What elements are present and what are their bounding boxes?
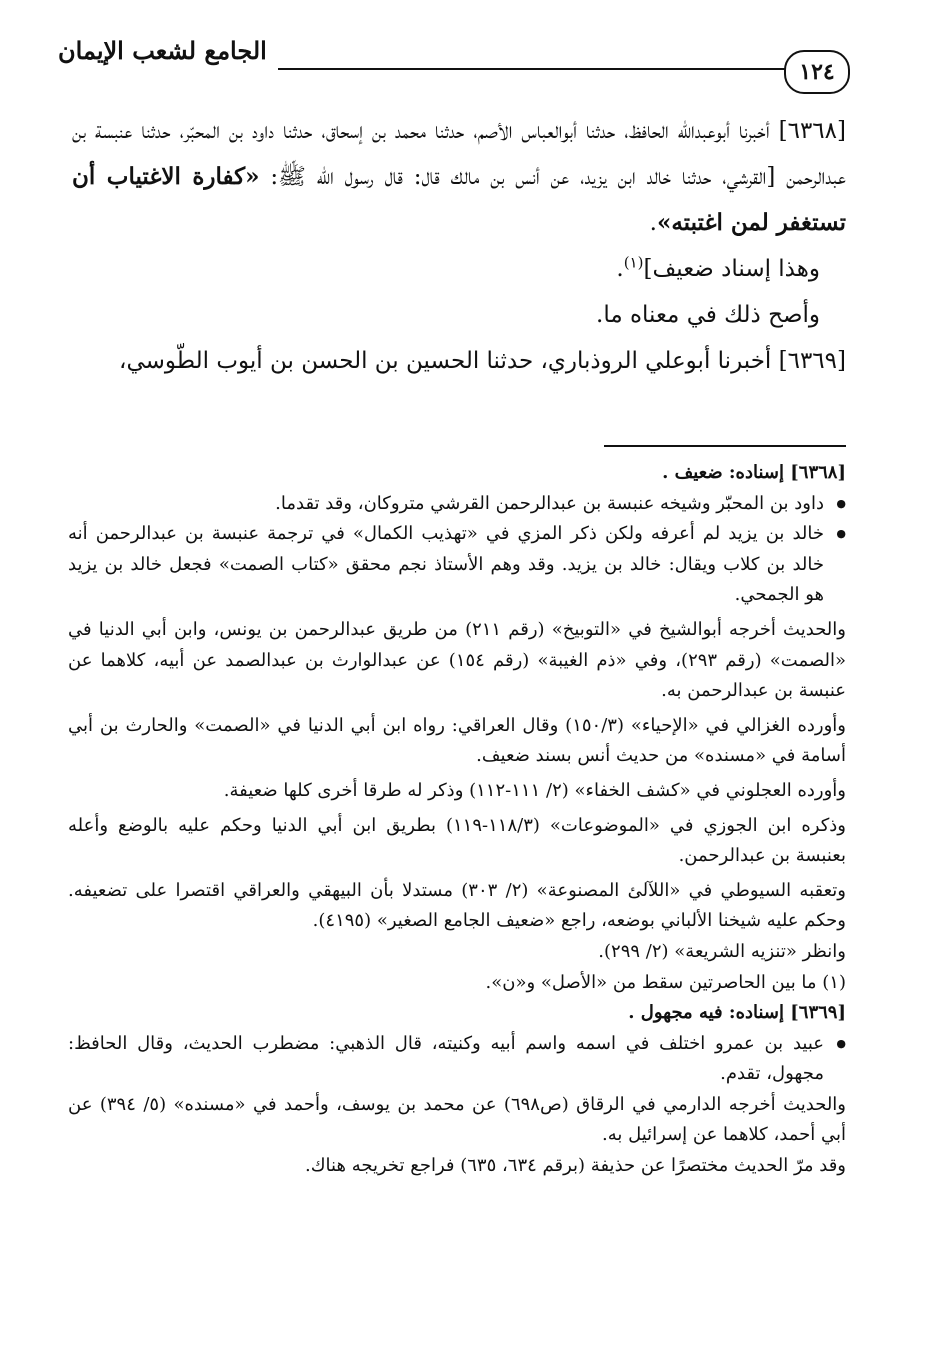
note-6368-heading: [٦٣٦٨] إسناده: ضعيف .	[662, 462, 846, 483]
note-6368-bullet-1: ● داود بن المحبّر وشيخه عنبسة بن عبدالرحمن القرشي متروكان، وقد تقدما.	[68, 489, 846, 520]
running-title: الجامع لشعب الإيمان	[58, 36, 267, 65]
header-rule	[278, 68, 798, 70]
footnote-rule	[604, 445, 846, 447]
footnote-1: (١) ما بين الحاصرتين سقط من «الأصل» و«ن».	[485, 971, 846, 993]
footnote-ref: (١)	[623, 253, 644, 272]
hadith-6368-matn: «كفارة الاغتياب أن تستغفر لمن اغتبته»	[72, 163, 846, 236]
footnotes	[68, 458, 846, 1182]
main-text	[72, 108, 846, 384]
hadith-6368-chain: [٦٣٦٨] أخبرنا أبوعبدالله الحافظ، حدثنا أبوالعباس الأصم، حدثنا محمد بن إسحاق، حدثنا داود بن المحبّر، حدثنا عنبسة بن عبدالرحمن [القرشي، حدثنا خالد ابن يزيد، عن أنس بن مالك قال: قال رسول الله ﷺ:	[72, 118, 847, 190]
note-6368-ibn-jawzi: وذكره ابن الجوزي في «الموضوعات» (١١٨/٣-١١٩) بطريق ابن أبي الدنيا وحكم عليه بالوضع وأعله بعنبسة بن عبدالرحمن.	[68, 814, 846, 867]
grading-text: وهذا إسناد ضعيف]	[643, 256, 820, 282]
note-6368-takhrij: والحديث أخرجه أبوالشيخ في «التوبيخ» (رقم ٢١١) من طريق عبدالرحمن بن يونس، وابن أبي الدنيا في «الصمت» (رقم ٢٩٣)، وفي «ذم الغيبة» (رقم ١٥٤) عن عبدالوارث بن عبدالصمد عن أبيه، كلاهما عن عنبسة بن عبدالرحمن به.	[68, 618, 846, 702]
grading-end: .	[616, 256, 624, 282]
note-6369-bullet-1: ● عبيد بن عمرو اختلف في اسمه واسم أبيه وكنيته، قال الذهبي: مضطرب الحديث، وقال الحافظ: مجهول، تقدم.	[68, 1029, 846, 1090]
page-number: ١٢٤	[784, 50, 850, 94]
hadith-6369: [٦٣٦٩] أخبرنا أبوعلي الروذباري، حدثنا الحسين بن الحسن بن أيوب الطّوسي،	[119, 348, 846, 374]
remark-line: وأصح ذلك في معناه ما.	[596, 302, 820, 328]
note-6369-heading: [٦٣٦٩] إسناده: فيه مجهول .	[628, 1002, 846, 1024]
note-6368-ghazali: وأورده الغزالي في «الإحياء» (١٥٠/٣) وقال العراقي: رواه ابن أبي الدنيا في «الصمت» والحارث بن أبي أسامة في «مسنده» من حديث أنس بسند ضعيف.	[68, 714, 846, 767]
hadith-6368	[72, 108, 846, 246]
note-6368-suyuti: وتعقبه السيوطي في «اللآلئ المصنوعة» (٢/ ٣٠٣) مستدلا بأن البيهقي والعراقي اقتصرا على تضعيفه. وحكم عليه شيخنا الألباني بوضعه، راجع «ضعيف الجامع الصغير» (٤١٩٥).	[68, 879, 847, 932]
grading-line	[72, 246, 846, 292]
hadith-6368-end: .	[649, 210, 657, 236]
note-6369-takhrij: والحديث أخرجه الدارمي في الرقاق (ص٦٩٨) عن محمد بن يوسف، وأحمد في «مسنده» (٥/ ٣٩٤) عن أبي أحمد، كلاهما عن إسرائيل به.	[68, 1093, 846, 1146]
note-6368-tanzih: وانظر «تنزيه الشريعة» (٢/ ٢٩٩).	[598, 940, 846, 962]
note-6368-ajluni: وأورده العجلوني في «كشف الخفاء» (٢/ ١١١-١١٢) وذكر له طرقا أخرى كلها ضعيفة.	[223, 779, 846, 801]
note-6369-cross-ref: وقد مرّ الحديث مختصرًا عن حذيفة (برقم ٦٣٤، ٦٣٥) فراجع تخريجه هناك.	[305, 1155, 846, 1177]
note-6368-bullet-2: ● خالد بن يزيد لم أعرفه ولكن ذكر المزي في «تهذيب الكمال» في ترجمة عنبسة بن عبدالرحمن أنه خالد بن كلاب ويقال: خالد بن يزيد. وقد وهم الأستاذ نجم محقق «كتاب الصمت» فجعل خالد بن يزيد هو الجمحي.	[68, 519, 846, 611]
